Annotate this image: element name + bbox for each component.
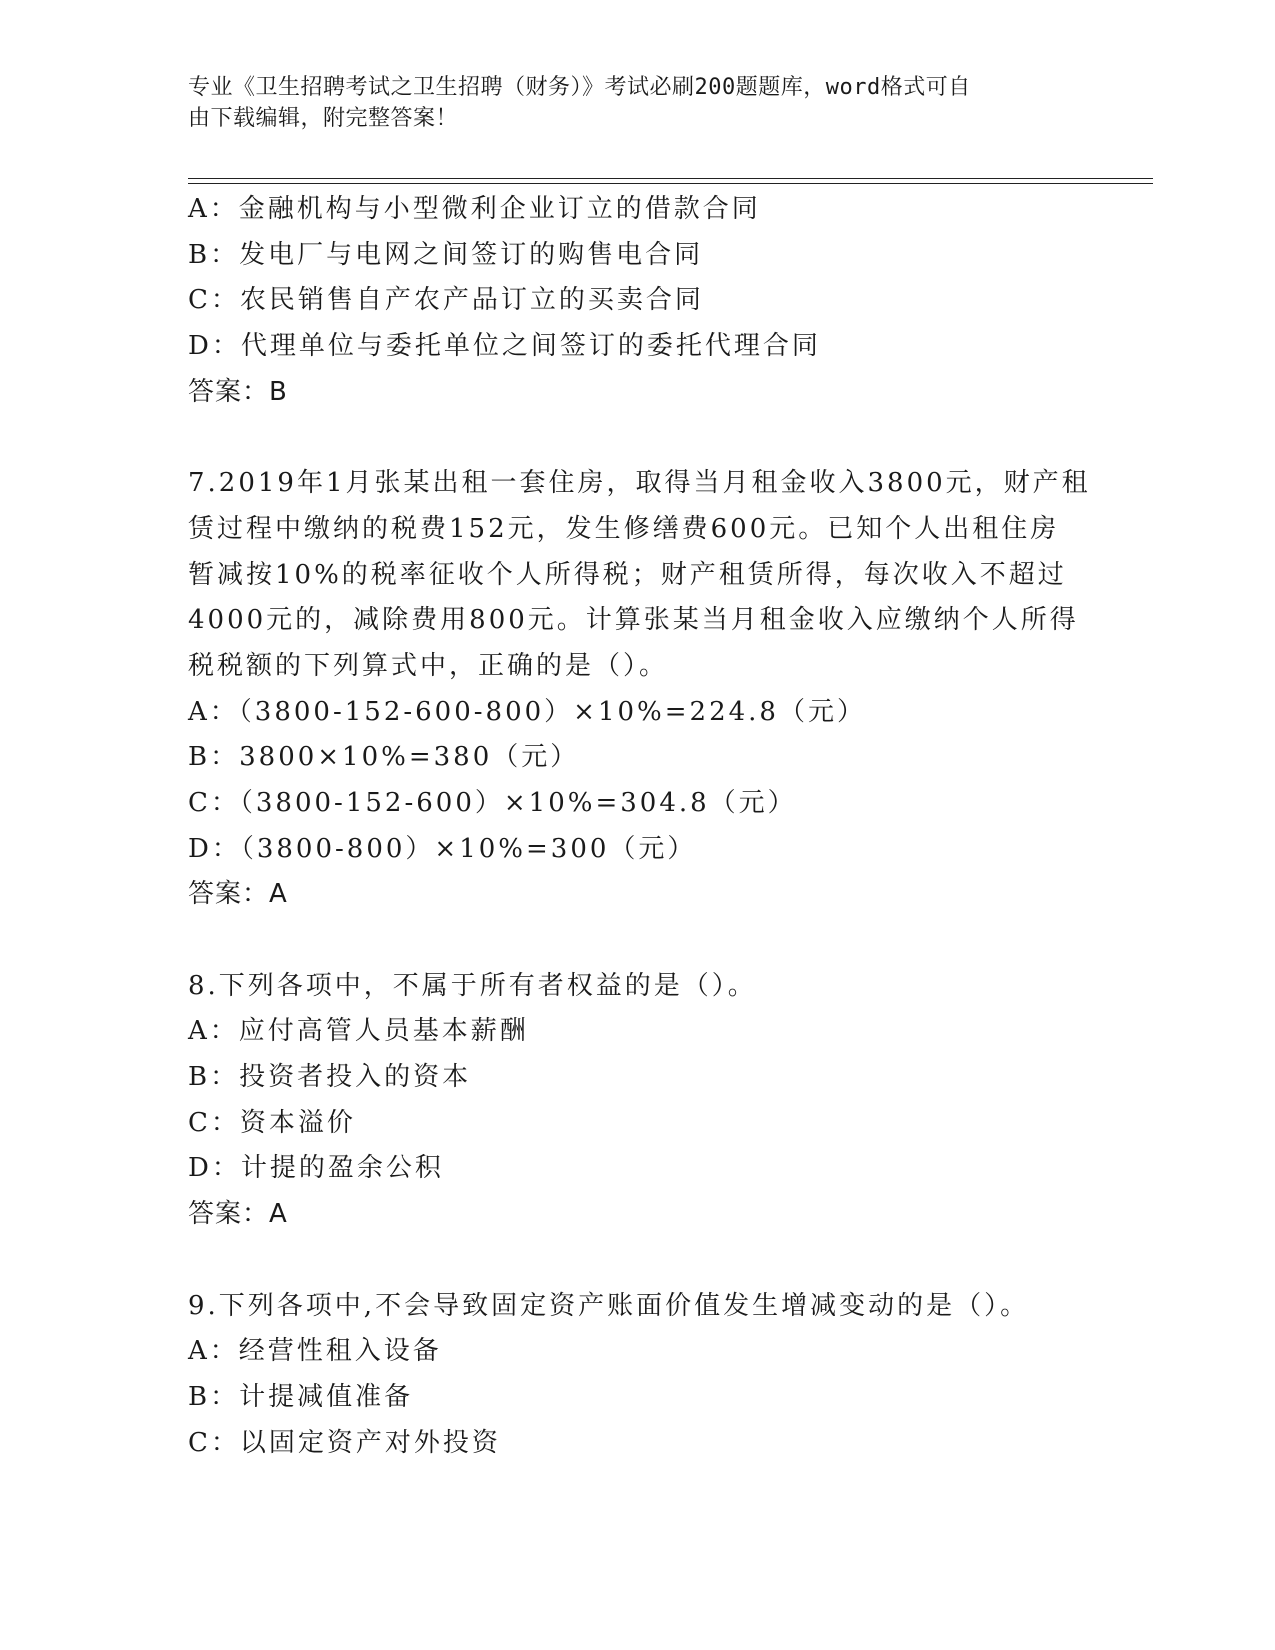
option-d: D：计提的盈余公积 bbox=[188, 1153, 444, 1184]
question-stem-line: 8.下列各项中，不属于所有者权益的是（）。 bbox=[188, 970, 757, 1001]
question-9 bbox=[188, 1284, 1088, 1467]
option-c: C：以固定资产对外投资 bbox=[188, 1427, 501, 1458]
spacer bbox=[188, 415, 1088, 461]
spacer bbox=[188, 1238, 1088, 1284]
option-d: D：代理单位与委托单位之间签订的委托代理合同 bbox=[188, 331, 821, 362]
spacer bbox=[188, 918, 1088, 964]
option-b: B：3800×10%=380（元） bbox=[188, 742, 580, 773]
question-stem-line: 7.2019年1月张某出租一套住房，取得当月租金收入3800元，财产租 bbox=[188, 468, 1091, 499]
option-c: C：农民销售自产农产品订立的买卖合同 bbox=[188, 285, 704, 316]
option-c: C：资本溢价 bbox=[188, 1107, 356, 1138]
question-stem-line: 9.下列各项中,不会导致固定资产账面价值发生增减变动的是（）。 bbox=[188, 1290, 1030, 1321]
question-stem-line: 4000元的，减除费用800元。计算张某当月租金收入应缴纳个人所得 bbox=[188, 605, 1079, 636]
header-divider-top bbox=[188, 178, 1153, 179]
option-b: B：计提减值准备 bbox=[188, 1381, 414, 1412]
option-a: A：经营性租入设备 bbox=[188, 1336, 442, 1367]
question-stem-line: 暂减按10%的税率征收个人所得税；财产租赁所得，每次收入不超过 bbox=[188, 559, 1067, 590]
question-6 bbox=[188, 187, 1088, 415]
option-a: A：应付高管人员基本薪酬 bbox=[188, 1016, 529, 1047]
question-7 bbox=[188, 461, 1091, 918]
question-stem-line: 税税额的下列算式中，正确的是（）。 bbox=[188, 650, 669, 681]
header-line-2: 由下载编辑，附完整答案！ bbox=[188, 106, 459, 131]
header-line-1: 专业《卫生招聘考试之卫生招聘（财务）》考试必刷200题题库，word格式可自 bbox=[188, 75, 971, 100]
option-b: B：投资者投入的资本 bbox=[188, 1062, 472, 1093]
answer: 答案：A bbox=[188, 879, 288, 910]
option-d: D：（3800-800）×10%=300（元） bbox=[188, 833, 697, 864]
option-a: A：（3800-152-600-800）×10%=224.8（元） bbox=[188, 696, 866, 727]
answer: 答案：A bbox=[188, 1199, 288, 1230]
question-stem-line: 赁过程中缴纳的税费152元，发生修缮费600元。已知个人出租住房 bbox=[188, 513, 1060, 544]
question-content bbox=[188, 187, 1091, 1466]
header-divider-bottom bbox=[188, 183, 1153, 184]
option-a: A：金融机构与小型微利企业订立的借款合同 bbox=[188, 194, 761, 224]
document-header bbox=[188, 72, 1088, 134]
question-8 bbox=[188, 964, 1088, 1238]
answer: 答案：B bbox=[188, 376, 288, 407]
option-c: C：（3800-152-600）×10%=304.8（元） bbox=[188, 787, 797, 818]
option-b: B：发电厂与电网之间签订的购售电合同 bbox=[188, 239, 704, 270]
